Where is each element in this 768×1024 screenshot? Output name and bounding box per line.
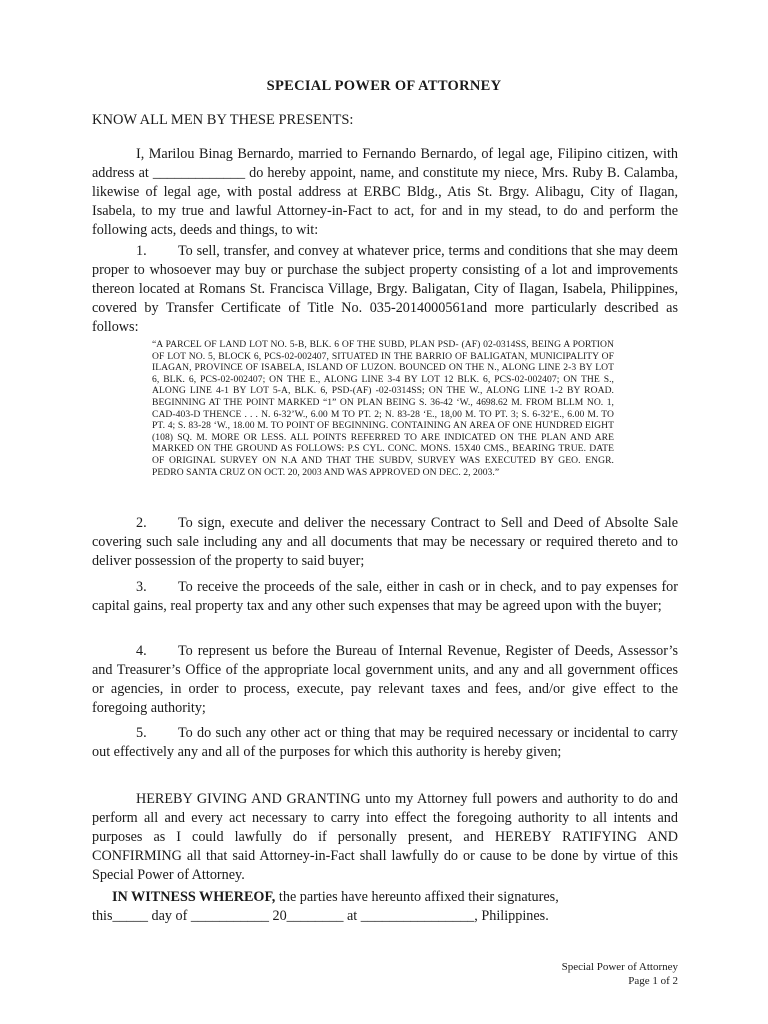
item-number: 4. [136, 643, 147, 659]
item-number: 5. [136, 725, 147, 741]
item-3 [92, 578, 678, 616]
item-text: To represent us before the Bureau of Internal Revenue, Register of Deeds, Assessor’s and Treasurer’s Office of the appropriate local government units, and any and all government offices or agencies, in order to process, execute, pay relevant taxes and fees, and/or give effect to the foregoing authority; [92, 643, 678, 716]
witness-bold: IN WITNESS WHEREOF, [112, 889, 276, 905]
witness-line-2: this_____ day of ___________ 20________ at ________________, Philippines. [92, 908, 549, 924]
item-1 [92, 242, 678, 337]
footer-page-number: Page 1 of 2 [628, 975, 678, 987]
witness-rest: the parties have hereunto affixed their signatures, [275, 889, 559, 905]
witness-line-1 [92, 888, 678, 907]
witness-clause [92, 888, 678, 926]
footer-title: Special Power of Attorney [561, 961, 678, 973]
item-number: 2. [136, 515, 147, 531]
document-title: SPECIAL POWER OF ATTORNEY [266, 78, 502, 94]
item-number: 1. [136, 243, 147, 259]
hereby-giving-text: HEREBY GIVING AND GRANTING unto my Attorney full powers and authority to do and perform all and every act necessary to carry into effect the foregoing authority to all intents and purposes as I could lawfully do if personally present, and HEREBY RATIFYING AND CONFIRMING all that said Attorney-in-Fact shall lawfully do or cause to be done by virtue of this Special Power of Attorney. [92, 791, 678, 883]
item-text: To do such any other act or thing that may be required necessary or incidental to carry out effectively any and all of the purposes for which this authority is hereby given; [92, 725, 678, 760]
item-text: To sign, execute and deliver the necessary Contract to Sell and Deed of Absolte Sale covering such sale including any and all documents that may be necessary or required thereto and to deliver possession of the property to said buyer; [92, 515, 678, 569]
hereby-giving-paragraph [92, 790, 678, 885]
item-2 [92, 514, 678, 571]
item-5 [92, 724, 678, 762]
item-4 [92, 642, 678, 718]
property-description: “A PARCEL OF LAND LOT NO. 5-B, BLK. 6 OF THE SUBD, PLAN PSD- (AF) 02-0314SS, BEING A PORTION OF LOT NO. 5, BLOCK 6, PCS-02-002407, SITUATED IN THE BARRIO OF BALIGATAN, MUNICIPALITY OF ILAGAN, PROVINCE OF ISABELA, ISLAND OF LUZON. BOUNCED ON THE N., ALONG LINE 2-3 BY LOT 6, BLK. 6, PCS-02-002407; ON THE E., ALONG LINE 3-4 BY LOT 12 BLK. 6, PCS-02-002407; ON THE S., ALONG LINE 4-1 BY LOT 5-A, BLK. 6, PSD-(AF) -02-0314SS; ON THE W., ALONG LINE 1-2 BY ROAD. BEGINNING AT THE POINT MARKED “1” ON PLAN BEING S. 36-42 ‘W., 4698.62 M. FROM BLLM NO. 1, CAD-403-D THENCE . . . N. 6-32’W., 6.00 M TO PT. 2; N. 83-28 ‘E., 18,00 M. TO PT. 3; S. 6-32’E., 6.00 M. TO PT. 4; S. 83-28 ‘W., 18.00 M. TO POINT OF BEGINNING. CONTAINING AN AREA OF ONE HUNDRED EIGHT (108) SQ. M. MORE OR LESS. ALL POINTS REFERRED TO ARE INDICATED ON THE PLAN AND ARE MARKED ON THE GROUND AS FOLLOWS: P.S CYL. CONC. MONS. 15X40 CMS., BEARING TRUE. DATE OF ORIGINAL SURVEY ON N.A AND THAT THE SUBDV, SURVEY WAS EXECUTED BY GEO. ENGR. PEDRO SANTA CRUZ ON OCT. 20, 2003 AND WAS APPROVED ON DEC. 2, 2003.” [152, 339, 614, 478]
item-text: To receive the proceeds of the sale, either in cash or in check, and to pay expenses for capital gains, real property tax and any other such expenses that may be agreed upon with the buyer; [92, 579, 678, 614]
item-number: 3. [136, 579, 147, 595]
page-footer [562, 960, 678, 988]
item-text: To sell, transfer, and convey at whatever price, terms and conditions that she may deem proper to whosoever may buy or purchase the subject property consisting of a lot and improvements thereon located at Romans St. Francisca Village, Brgy. Baligatan, City of Ilagan, Isabela, Philippines, covered by Transfer Certificate of Title No. 035-2014000561and more particularly described as follows: [92, 243, 678, 335]
salutation: KNOW ALL MEN BY THESE PRESENTS: [92, 112, 354, 128]
intro-paragraph [92, 145, 678, 240]
intro-text: I, Marilou Binag Bernardo, married to Fernando Bernardo, of legal age, Filipino citizen, with address at _____________ do hereby appoint, name, and constitute my niece, Mrs. Ruby B. Calamba, likewise of legal age, with postal address at ERBC Bldg., Atis St. Brgy. Alibagu, City of Ilagan, Isabela, to my true and lawful Attorney-in-Fact to act, for and in my stead, to do and perform the following acts, deeds and things, to wit: [92, 146, 678, 238]
